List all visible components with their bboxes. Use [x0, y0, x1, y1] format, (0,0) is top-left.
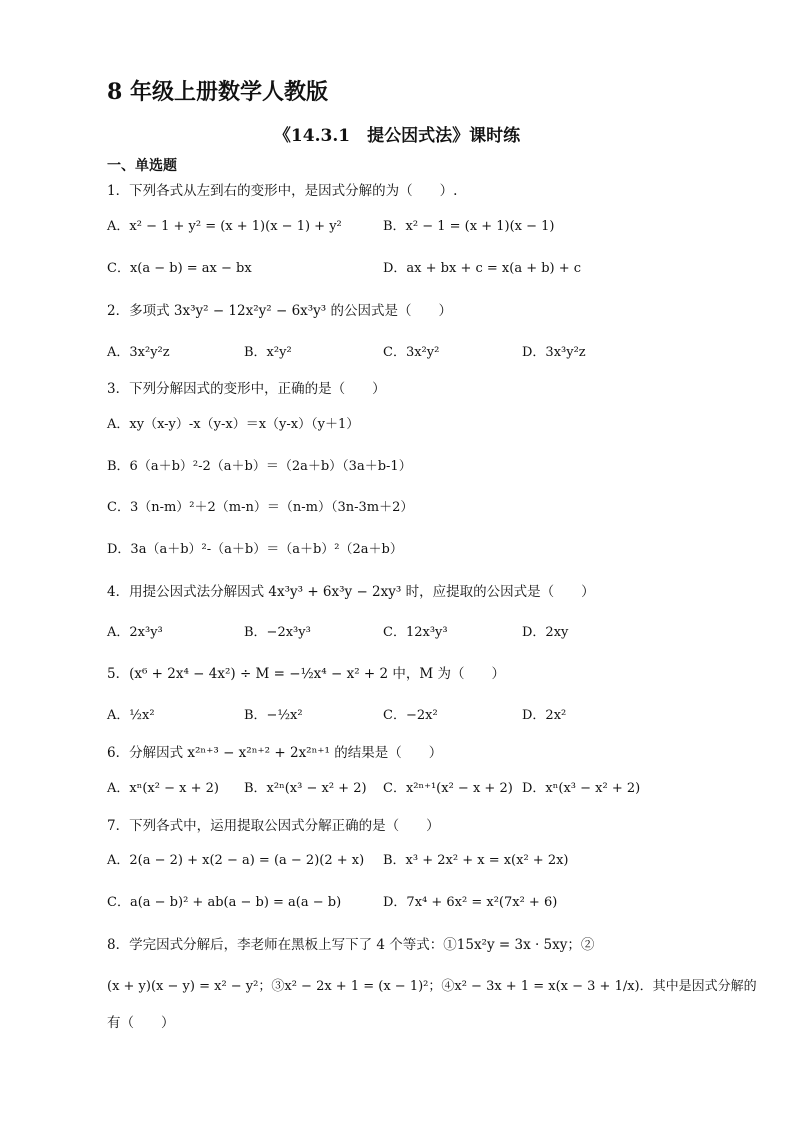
question-6-stem: 6．分解因式 x²ⁿ⁺³ − x²ⁿ⁺² + 2x²ⁿ⁺¹ 的结果是（ ）	[107, 745, 443, 761]
question-4-option-d: D．2xy	[522, 625, 569, 640]
question-5-option-a: A．½x²	[107, 708, 155, 723]
question-7-stem: 7．下列各式中，运用提取公因式分解正确的是（ ）	[107, 818, 440, 834]
question-3-stem: 3．下列分解因式的变形中，正确的是（ ）	[107, 381, 386, 397]
question-6-option-a: A．xⁿ(x² − x + 2)	[107, 781, 219, 796]
section-heading: 一、单选题	[107, 158, 177, 174]
question-2-option-d: D．3x³y²z	[522, 345, 586, 360]
question-8-line-2: (x + y)(x − y) = x² − y²；③x² − 2x + 1 = (x − 1)²；④x² − 3x + 1 = x(x − 3 + 1/x)．其中是因式分解的	[107, 979, 757, 994]
question-7-option-c: C．a(a − b)² + ab(a − b) = a(a − b)	[107, 895, 342, 910]
question-7-option-b: B．x³ + 2x² + x = x(x² + 2x)	[383, 853, 569, 868]
question-2-option-a: A．3x²y²z	[107, 345, 170, 360]
question-7-option-d: D．7x⁴ + 6x² = x²(7x² + 6)	[383, 895, 558, 910]
question-5-option-b: B．−½x²	[244, 708, 303, 723]
question-4-option-a: A．2x³y³	[107, 625, 163, 640]
question-3-option-c: C．3（n-m）²＋2（m-n）＝（n-m）（3n-3m＋2）	[107, 500, 414, 515]
question-8-line-3: 有（ ）	[107, 1015, 175, 1031]
question-3-option-b: B．6（a＋b）²-2（a＋b）＝（2a＋b）（3a＋b-1）	[107, 459, 412, 474]
question-7-option-a: A．2(a − 2) + x(2 − a) = (a − 2)(2 + x)	[107, 853, 365, 868]
question-1-option-a: A．x² − 1 + y² = (x + 1)(x − 1) + y²	[107, 219, 342, 234]
question-2-stem: 2．多项式 3x³y² − 12x²y² − 6x³y³ 的公因式是（ ）	[107, 303, 453, 319]
document-title: 8 年级上册数学人教版	[107, 79, 328, 105]
question-5-option-c: C．−2x²	[383, 708, 438, 723]
question-6-option-d: D．xⁿ(x³ − x² + 2)	[522, 781, 641, 796]
question-4-stem: 4．用提公因式法分解因式 4x³y³ + 6x³y − 2xy³ 时，应提取的公因式是（ ）	[107, 584, 595, 600]
question-1-stem: 1．下列各式从左到右的变形中，是因式分解的为（ ）.	[107, 183, 458, 199]
question-4-option-b: B．−2x³y³	[244, 625, 311, 640]
question-1-option-c: C．x(a − b) = ax − bx	[107, 261, 252, 276]
question-1-option-b: B．x² − 1 = (x + 1)(x − 1)	[383, 219, 555, 234]
question-3-option-a: A．xy（x-y）-x（y-x）＝x（y-x）（y＋1）	[107, 417, 360, 432]
question-5-stem: 5．(x⁶ + 2x⁴ − 4x²) ÷ M = −½x⁴ − x² + 2 中，M 为（ ）	[107, 666, 506, 682]
question-6-option-b: B．x²ⁿ(x³ − x² + 2)	[244, 781, 367, 796]
document-subtitle: 《14.3.1 提公因式法》课时练	[273, 126, 521, 146]
question-8-line-1: 8．学完因式分解后，李老师在黑板上写下了 4 个等式：①15x²y = 3x · 5xy；②	[107, 937, 595, 953]
question-4-option-c: C．12x³y³	[383, 625, 448, 640]
question-2-option-c: C．3x²y²	[383, 345, 440, 360]
question-5-option-d: D．2x²	[522, 708, 567, 723]
question-2-option-b: B．x²y²	[244, 345, 292, 360]
question-3-option-d: D．3a（a＋b）²-（a＋b）＝（a＋b）²（2a＋b）	[107, 542, 403, 557]
question-6-option-c: C．x²ⁿ⁺¹(x² − x + 2)	[383, 781, 513, 796]
question-1-option-d: D．ax + bx + c = x(a + b) + c	[383, 261, 582, 276]
